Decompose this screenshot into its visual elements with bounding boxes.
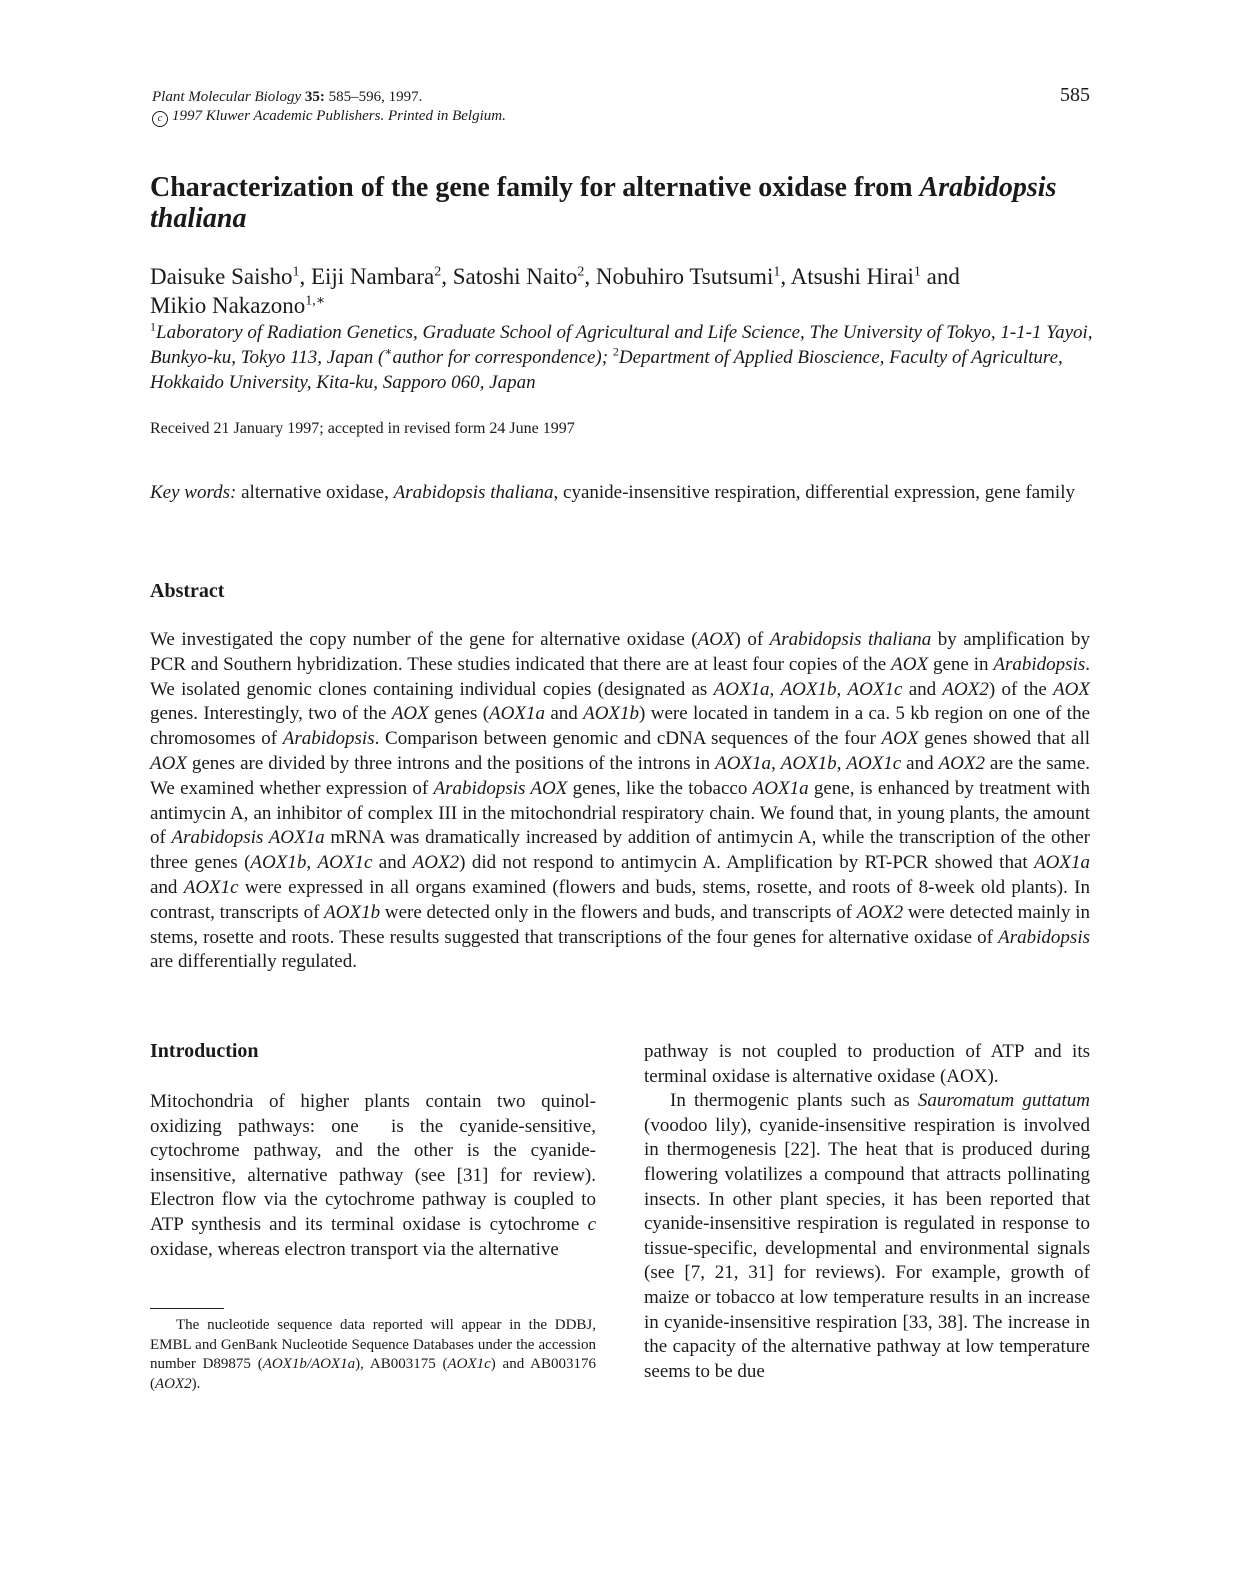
author-affil-mark: 1	[773, 264, 781, 280]
keywords-text: , cyanide-insensitive respiration, differential expression, gene family	[553, 482, 1075, 503]
footnote-text: ), AB003175 (	[355, 1356, 448, 1372]
footnote	[150, 1316, 596, 1394]
affil-mark: 1	[150, 319, 156, 334]
affiliation-2: Department of Applied Bioscience, Faculty of Agriculture, Hokkaido University, Kita-ku, Sapporo 060, Japan	[150, 347, 1063, 393]
paper-title	[150, 172, 1100, 234]
journal-citation	[152, 88, 506, 127]
author: Daisuke Saisho	[150, 264, 293, 289]
affiliation-1: Laboratory of Radiation Genetics, Graduate School of Agricultural and Life Science, The University of Tokyo, 1-1-1 Yayoi, Bunkyo-ku, Tokyo 113, Japan (	[150, 322, 1093, 368]
paragraph: In thermogenic plants such as Sauromatum guttatum (voodoo lily), cyanide-insensitive respiration is involved in thermogenesis [22]. The heat that is produced during flowering volatilizes a compound that attracts pollinating insects. In other plant species, it has been reported that cyanide-insensitive respiration is regulated in response to tissue-specific, developmental and environmental signals (see [7, 21, 31] for reviews). For example, growth of maize or tobacco at low temperature results in an increase in cyanide-insensitive respiration [33, 38]. The increase in the capacity of the alternative pathway at low temperature seems to be due	[644, 1090, 1090, 1382]
corresponding-mark: ∗	[384, 344, 393, 359]
keywords-text: alternative oxidase,	[236, 482, 394, 503]
introduction-left-column: Mitochondria of higher plants contain two quinol-oxidizing pathways: one is the cyanide-sensitive, cytochrome pathway, and the other is the cyanide-insensitive, alternative pathway (see [31] for review). Electron flow via the cytochrome pathway is coupled to ATP synthesis and its terminal oxidase is cytochrome c oxidase, whereas electron transport via the alternative	[150, 1091, 596, 1260]
footnote-gene: AOX1c	[447, 1356, 491, 1372]
author: Mikio Nakazono	[150, 293, 306, 318]
title-main: Characterization of the gene family for alternative oxidase from	[150, 172, 920, 203]
author-affil-mark: 1	[913, 264, 921, 280]
author-conjunction: and	[926, 264, 960, 289]
keywords-species: Arabidopsis thaliana	[393, 482, 554, 503]
footnote-text: ).	[191, 1375, 201, 1392]
author-affil-mark: 2	[577, 264, 585, 280]
author-affil-mark: 1,∗	[305, 293, 326, 309]
journal-line	[152, 88, 506, 107]
received-dates: Received 21 January 1997; accepted in revised form 24 June 1997	[150, 420, 575, 437]
affiliations	[150, 320, 1100, 395]
footnote-text: The nucleotide sequence data reported will appear in the DDBJ, EMBL and GenBank Nucleotide Sequence Databases under the accession number D89875 (	[150, 1317, 596, 1372]
abstract-body: We investigated the copy number of the gene for alternative oxidase (AOX) of Arabidopsis thaliana by amplification by PCR and Southern hybridization. These studies indicated that there are at least four copies of the AOX gene in Arabidopsis. We isolated genomic clones containing individual copies (designated as AOX1a, AOX1b, AOX1c and AOX2) of the AOX genes. Interestingly, two of the AOX genes (AOX1a and AOX1b) were located in tandem in a ca. 5 kb region on one of the chromosomes of Arabidopsis. Comparison between genomic and cDNA sequences of the four AOX genes showed that all AOX genes are divided by three introns and the positions of the introns in AOX1a, AOX1b, AOX1c and AOX2 are the same. We examined whether expression of Arabidopsis AOX genes, like the tobacco AOX1a gene, is enhanced by treatment with antimycin A, an inhibitor of complex III in the mitochondrial respiratory chain. We found that, in young plants, the amount of Arabidopsis AOX1a mRNA was dramatically increased by addition of antimycin A, while the transcription of the other three genes (AOX1b, AOX1c and AOX2) did not respond to antimycin A. Amplification by RT-PCR showed that AOX1a and AOX1c were expressed in all organs examined (flowers and buds, stems, rosette, and roots of 8-week old plants). In contrast, transcripts of AOX1b were detected only in the flowers and buds, and transcripts of AOX2 were detected mainly in stems, rosette and roots. These results suggested that transcriptions of the four genes for alternative oxidase of Arabidopsis are differentially regulated.	[150, 629, 1091, 973]
footnote-gene: AOX1b/AOX1a	[262, 1356, 356, 1372]
keywords	[150, 480, 1090, 505]
journal-name: Plant Molecular Biology	[152, 89, 302, 105]
footnote-gene: AOX2	[155, 1375, 192, 1392]
author-list: Daisuke Saisho$^1$, Eiji Nambara$^2$, Satoshi Naito$^2$, Nobuhiro Tsutsumi$^1$, Atsushi Hirai$^1$ and Mikio Nakazono$^{1,∗}$	[150, 264, 960, 318]
introduction-heading: Introduction	[150, 1040, 259, 1062]
author: Satoshi Naito	[452, 264, 578, 289]
affiliation-1-note: author for correspondence);	[392, 347, 613, 368]
paragraph: pathway is not coupled to production of ATP and its terminal oxidase is alternative oxidase (AOX).	[644, 1041, 1090, 1087]
journal-volume: 35:	[304, 89, 325, 105]
author: Eiji Nambara	[310, 264, 435, 289]
keywords-label: Key words:	[150, 482, 237, 503]
copyright-icon: c	[152, 111, 168, 127]
page-number: 585	[1060, 84, 1090, 106]
title-species: Arabidopsis thaliana	[150, 172, 1057, 234]
author: Nobuhiro Tsutsumi	[595, 264, 774, 289]
introduction-right-column	[644, 1040, 1090, 1384]
affil-mark: 2	[612, 344, 619, 359]
footnote-rule	[150, 1308, 224, 1309]
abstract-heading: Abstract	[150, 580, 225, 602]
author-affil-mark: 2	[434, 264, 442, 280]
copyright-line	[152, 107, 506, 127]
publisher: 1997 Kluwer Academic Publishers. Printed in Belgium.	[172, 108, 506, 124]
author: Atsushi Hirai	[790, 264, 914, 289]
journal-pages: 585–596, 1997.	[328, 89, 423, 105]
author-affil-mark: 1	[292, 264, 300, 280]
footnote-text: ) and AB003176 (	[150, 1356, 596, 1392]
